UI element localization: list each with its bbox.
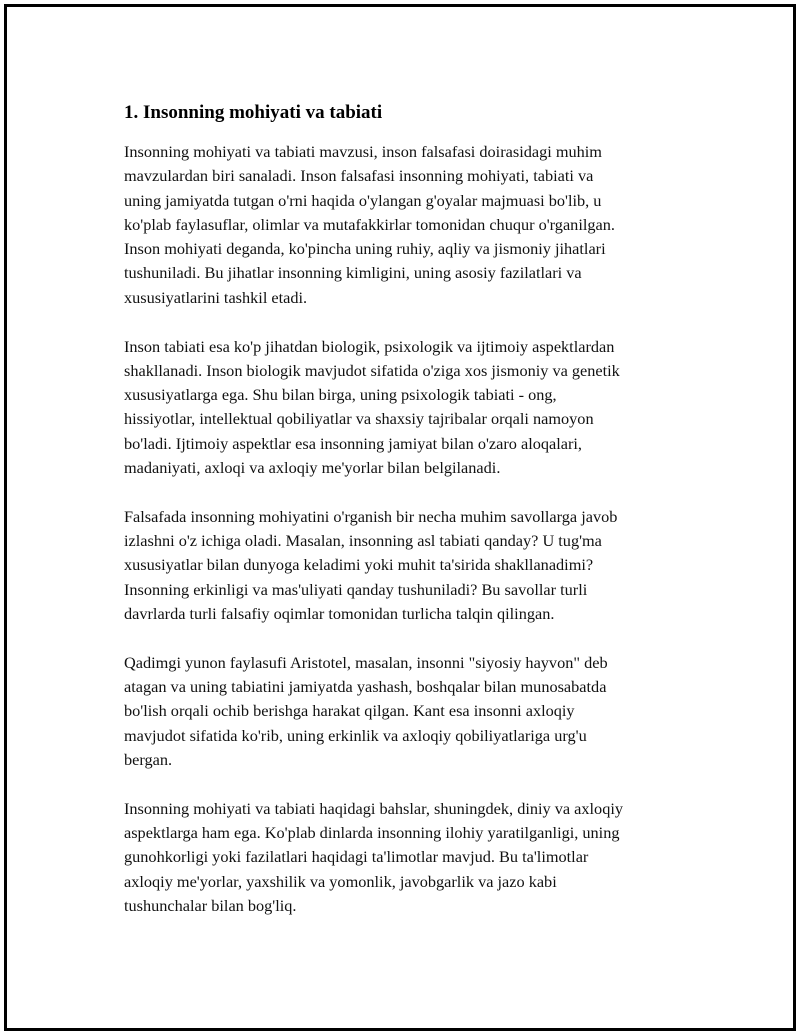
paragraph-line: Insonning mohiyati va tabiati mavzusi, inson falsafasi doirasidagi muhim [124, 142, 602, 161]
paragraph-line: Insonning mohiyati va tabiati haqidagi bahslar, shuningdek, diniy va axloqiy [124, 798, 624, 818]
paragraph-line: bo'lish orqali ochib berishga harakat qilgan. Kant esa insonni axloqiy [124, 701, 575, 721]
paragraph-line: xususiyatlarini tashkil etadi. [124, 287, 308, 307]
paragraph-line: bergan. [124, 750, 173, 770]
paragraph-line: atagan va uning tabiatini jamiyatda yashash, boshqalar bilan munosabatda [124, 677, 607, 697]
page-frame [4, 4, 796, 1031]
document-body [122, 100, 702, 943]
paragraph-5 [124, 797, 702, 918]
paragraph-line: xususiyatlar bilan dunyoga keladimi yoki muhit ta'sirida shakllanadimi? [124, 555, 594, 575]
paragraph-line: madaniyati, axloqi va axloqiy me'yorlar bilan belgilanadi. [124, 458, 501, 478]
paragraph-line: Inson tabiati esa ko'p jihatdan biologik, psixologik va ijtimoiy aspektlardan [124, 336, 615, 356]
paragraph-2 [124, 335, 702, 481]
paragraph-line: tushuniladi. Bu jihatlar insonning kimligini, uning asosiy fazilatlari va [124, 263, 582, 283]
section-heading: 1. Insonning mohiyati va tabiati [124, 102, 383, 123]
paragraph-line: mavzulardan biri sanaladi. Inson falsafasi insonning mohiyati, tabiati va [124, 166, 594, 186]
paragraph-line: uning jamiyatda tutgan o'rni haqida o'ylangan g'oyalar majmuasi bo'lib, u [124, 190, 602, 210]
paragraph-line: gunohkorligi yoki fazilatlari haqidagi ta'limotlar mavjud. Bu ta'limotlar [124, 847, 589, 867]
paragraph-line: aspektlarga ham ega. Ko'plab dinlarda insonning ilohiy yaratilganligi, uning [124, 823, 620, 843]
paragraph-line: mavjudot sifatida ko'rib, uning erkinlik va axloqiy qobiliyatlariga urg'u [124, 725, 587, 745]
paragraph-line: shakllanadi. Inson biologik mavjudot sifatida o'ziga xos jismoniy va genetik [124, 360, 620, 380]
paragraph-1 [124, 140, 702, 310]
paragraph-line: hissiyotlar, intellektual qobiliyatlar va shaxsiy tajribalar orqali namoyon [124, 409, 594, 429]
paragraph-line: Insonning erkinligi va mas'uliyati qanday tushuniladi? Bu savollar turli [124, 579, 588, 599]
paragraph-line: Falsafada insonning mohiyatini o'rganish bir necha muhim savollarga javob [124, 506, 618, 526]
paragraph-line: Inson mohiyati deganda, ko'pincha uning ruhiy, aqliy va jismoniy jihatlari [124, 239, 606, 259]
paragraph-line: ko'plab faylasuflar, olimlar va mutafakkirlar tomonidan chuqur o'rganilgan. [124, 214, 615, 234]
paragraph-line: izlashni o'z ichiga oladi. Masalan, insonning asl tabiati qanday? U tug'ma [124, 531, 602, 551]
paragraph-line: xususiyatlarga ega. Shu bilan birga, uning psixologik tabiati - ong, [124, 385, 557, 405]
paragraph-4 [124, 651, 702, 772]
paragraph-3 [124, 505, 702, 626]
paragraph-line: tushunchalar bilan bog'liq. [124, 896, 297, 916]
paragraph-line: Qadimgi yunon faylasufi Aristotel, masalan, insonni "siyosiy hayvon" deb [124, 652, 608, 672]
paragraph-line: bo'ladi. Ijtimoiy aspektlar esa insonning jamiyat bilan o'zaro aloqalari, [124, 433, 582, 453]
paragraph-line: davrlarda turli falsafiy oqimlar tomonidan turlicha talqin qilingan. [124, 604, 555, 624]
paragraph-line: axloqiy me'yorlar, yaxshilik va yomonlik, javobgarlik va jazo kabi [124, 871, 557, 891]
